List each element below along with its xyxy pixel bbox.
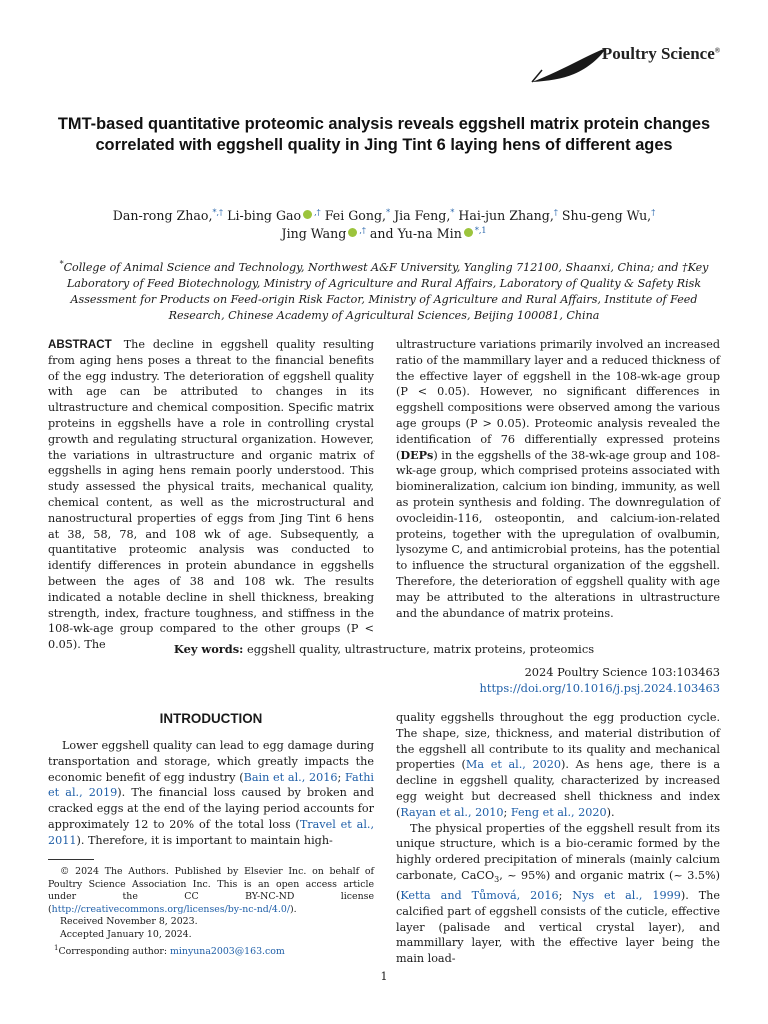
author-name: Jing Wang [281, 226, 347, 241]
ref-link[interactable]: Ma et al., 2020 [465, 758, 562, 772]
ref-link[interactable]: Travel et al., 2011 [48, 817, 375, 847]
intro-left-column: Lower eggshell quality can lead to egg damage during transportation and storage, which greatly impacts the economic benefit of egg industry (Bain et al., 2016; Fathi et al., 2019). The financial loss caused by broken and cracked eggs at the end of the laying period accounts for approximately 12 to 20% of the total loss (Travel et al., 2011). Therefore, it is important to maintain high- [48, 739, 375, 847]
author-affiliation-mark: † [651, 207, 656, 217]
intro-right-column: quality eggshells throughout the egg production cycle. The shape, size, thickness, and material distribution of the eggshell all contribute to its quality and mechanical properties (Ma et al., 2020). As hens age, there is a decline in eggshell quality, characterized by increased egg weight but decreased shell thickness and index (Rayan et al., 2010; Feng et al., 2020). The physical properties of the eggshell result from its unique structure, which is a bio-ceramic formed by the highly ordered precipitation of minerals (mainly calcium carbonate, CaCO$_3$, ~ 95%) and organic matrix (~ 3.5%) (Ketta and Tůmová, 2016; Nys et al., 1999). The calcified part of eggshell consists of the cuticle, effective layer (palisade and vertical crystal layer), and mammillary layer, with the effective layer being the main load- [396, 711, 721, 966]
citation-ref: 2024 Poultry Science 103:103463 [524, 665, 720, 679]
footnotes [48, 866, 374, 958]
abstract-heading: ABSTRACT [48, 338, 112, 351]
abstract-text-left: The decline in eggshell quality resulting from aging hens poses a threat to the financial benefits of the egg industry. The deterioration of eggshell quality with age can be attributed to changes in its ultrastructure and chemical composition. Specific matrix proteins in eggshells have a role in controlling crystal growth and regulating structural organization. However, the variations in ultrastructure and organic matrix of eggshells in aging hens remain poorly understood. This study assessed the physical traits, mechanical quality, chemical content, as well as the microstructural and nanostructural properties of eggs from Jing Tint 6 hens at 38, 58, 78, and 108 wk of age. Subsequently, a quantitative proteomic analysis was conducted to identify differences in protein abundance in eggshells between the ages of 38 and 108 wk. The results indicated a notable decline in shell thickness, breaking strength, index, fracture toughness, and stiffness in the 108-wk-age group compared to the other groups (P < 0.05). The [48, 338, 374, 652]
author-affiliation-mark: *,1 [474, 225, 487, 235]
affiliations: *College of Animal Science and Technology, Northwest A&F University, Yangling 712100, Shaanxi, China; and †Key Laboratory of Feed Biotechnology, Ministry of Agriculture and Rural Affairs, Laboratory of Quality & Safety Risk Assessment for Products on Feed-origin Risk Factor, Ministry of Agriculture and Rural Affairs, Institute of Feed Research, Chinese Academy of Agricultural Sciences, Beijing 100081, China [59, 259, 709, 322]
author-name: Hai-jun Zhang, [458, 208, 554, 223]
section-heading-introduction: INTRODUCTION [159, 711, 263, 726]
ref-link[interactable]: Bain et al., 2016 [243, 770, 338, 784]
author-name: Shu-geng Wu, [561, 208, 652, 223]
author-name: and Yu-na Min [369, 226, 462, 241]
ref-link[interactable]: Ketta and Tůmová, 2016 [400, 889, 559, 902]
doi-link[interactable]: https://doi.org/10.1016/j.psj.2024.103463 [479, 681, 720, 695]
author [282, 226, 366, 241]
abstract-right-column: ultrastructure variations primarily involved an increased ratio of the mammillary layer and a reduced thickness of the effective layer of eggshell in the 108-wk-age group (P < 0.05). However, no significant differences in eggshell compositions were observed among the various age groups (P > 0.05). Proteomic analysis revealed the identification of 76 differentially expressed proteins (DEPs) in the eggshells of the 38-wk-age group and 108-wk-age group, which comprised proteins associated with biomineralization, calcium ion binding, immunity, as well as protein synthesis and folding. The downregulation of ovocleidin-116, osteopontin, and calcium-ion-related proteins, together with the upregulation of ovalbumin, lysozyme C, and antimicrobial proteins, has the potential to influence the structural organization of the eggshell. Therefore, the deterioration of eggshell quality with age may be attributed to the alterations in ultrastructure and the abundance of matrix proteins. [396, 338, 720, 620]
author-affiliation-mark: ,† [314, 207, 321, 217]
author [113, 208, 223, 223]
email-link[interactable]: minyuna2003@163.com [170, 945, 285, 957]
feather-icon [530, 46, 610, 86]
author-affiliation-mark: ,† [359, 225, 366, 235]
page-number: 1 [380, 970, 388, 983]
orcid-icon[interactable] [464, 228, 473, 237]
keywords: Key words: eggshell quality, ultrastructure, matrix proteins, proteomics [173, 642, 595, 656]
abstract-left-column [48, 337, 374, 653]
author-affiliation-mark: † [553, 207, 558, 217]
author-affiliation-mark: * [450, 207, 455, 217]
author [325, 208, 390, 223]
ref-link[interactable]: Nys et al., 1999 [572, 889, 681, 902]
author-name: Li-bing Gao [227, 208, 302, 223]
author-affiliation-mark: * [386, 207, 391, 217]
citation [480, 664, 720, 696]
author [370, 226, 487, 241]
accepted-date: Accepted January 10, 2024. [60, 928, 192, 940]
corresponding-author: $^1$Corresponding author: minyuna2003@163.com [54, 943, 285, 957]
ref-link[interactable]: Feng et al., 2020 [510, 805, 607, 819]
journal-name: Poultry Science® [601, 44, 720, 63]
license-link[interactable]: http://creativecommons.org/licenses/by-nc-nd/4.0/ [51, 903, 290, 915]
author [394, 208, 454, 223]
received-date: Received November 8, 2023. [60, 916, 198, 928]
author-name: Fei Gong, [324, 208, 387, 223]
license-note: © 2024 The Authors. Published by Elsevier Inc. on behalf of Poultry Science Association Inc. This is an open access article under the CC BY-NC-ND license (http://creativecommons.org/licenses/by-nc-nd/4.0/). [48, 866, 374, 915]
ref-link[interactable]: Rayan et al., 2010 [400, 805, 504, 819]
author-affiliation-mark: *,† [212, 207, 224, 217]
author [458, 208, 557, 223]
journal-logo [520, 40, 720, 86]
author-list [56, 207, 712, 243]
footnote-divider [48, 859, 94, 860]
article-title: TMT-based quantitative proteomic analysis reveals eggshell matrix protein changes correlated with eggshell quality in Jing Tint 6 laying hens of different ages [57, 115, 711, 154]
author [227, 208, 321, 223]
ref-link[interactable]: Fathi et al., 2019 [48, 770, 374, 800]
orcid-icon[interactable] [348, 228, 357, 237]
author-name: Dan-rong Zhao, [112, 208, 213, 223]
orcid-icon[interactable] [303, 210, 312, 219]
author [562, 208, 655, 223]
author-name: Jia Feng, [394, 208, 451, 223]
